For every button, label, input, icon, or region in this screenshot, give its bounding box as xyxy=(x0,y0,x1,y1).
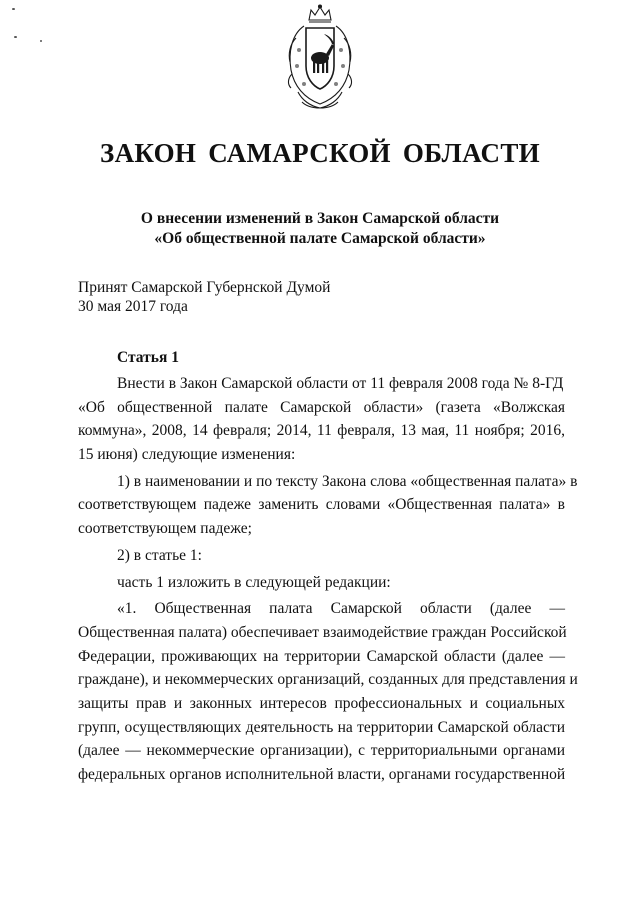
adoption-body: Принят Самарской Губернской Думой xyxy=(78,279,331,296)
law-title: ЗАКОН САМАРСКОЙ ОБЛАСТИ xyxy=(100,138,540,168)
text-line: Внести в Закон Самарской области от 11 февраля 2008 года № 8-ГД xyxy=(117,375,564,392)
scan-speck xyxy=(40,40,42,42)
coat-of-arms-emblem xyxy=(282,4,358,112)
text-line: защиты прав и законных интересов профессиональных и социальных xyxy=(78,694,565,712)
law-subtitle xyxy=(0,209,640,249)
text-line: граждане), и некоммерческих организаций, созданных для представления и xyxy=(78,671,578,689)
text-line: коммуна», 2008, 14 февраля; 2014, 11 февраля, 13 мая, 11 ноября; 2016, xyxy=(78,422,565,440)
text-line: Общественная палата) обеспечивает взаимодействие граждан Российской xyxy=(78,623,567,641)
text-line: 2) в статье 1: xyxy=(117,546,202,564)
adoption-date: 30 мая 2017 года xyxy=(78,298,188,315)
text-line: «1. Общественная палата Самарской области (далее — xyxy=(117,600,565,618)
subtitle-line: «Об общественной палате Самарской области» xyxy=(154,230,486,247)
text-line: 1) в наименовании и по тексту Закона слова «общественная палата» в xyxy=(117,472,578,490)
adoption-info xyxy=(78,278,330,316)
text-line: «Об общественной палате Самарской области» (газета «Волжская xyxy=(78,398,565,416)
scan-speck xyxy=(14,36,17,38)
article-body xyxy=(78,372,578,787)
text-line: федеральных органов исполнительной власти, органами государственной xyxy=(78,766,566,783)
text-line: групп, осуществляющих деятельность на территории Самарской области xyxy=(78,718,565,736)
text-line: соответствующем падеже; xyxy=(78,520,252,538)
text-line: часть 1 изложить в следующей редакции: xyxy=(117,573,391,591)
scan-speck xyxy=(12,8,15,10)
subtitle-line: О внесении изменений в Закон Самарской области xyxy=(140,210,500,227)
text-line: 15 июня) следующие изменения: xyxy=(78,446,296,464)
text-line: соответствующем падеже заменить словами «Общественная палата» в xyxy=(78,496,565,514)
article-heading: Статья 1 xyxy=(117,349,179,366)
text-line: Федерации, проживающих на территории Самарской области (далее — xyxy=(78,647,565,665)
text-line: (далее — некоммерческие организации), с территориальными органами xyxy=(78,742,565,760)
